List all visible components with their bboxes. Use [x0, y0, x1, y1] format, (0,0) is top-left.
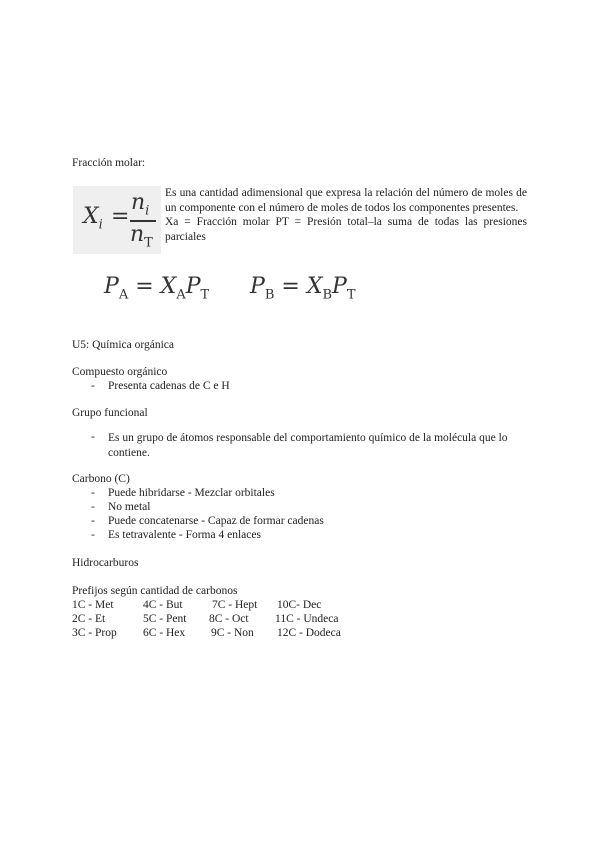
prefijo-cell: 1C - Met: [72, 599, 114, 611]
grupo-item: Es un grupo de átomos responsable del comportamiento químico de la molécula que lo contiene.: [108, 432, 508, 459]
eq-a-x: X: [160, 274, 177, 299]
bullet-dash: -: [91, 529, 95, 541]
eq-b-equals: =: [281, 274, 300, 299]
eq-b-x-sub: B: [322, 287, 333, 303]
formula-lhs: X: [83, 204, 99, 229]
formula-lhs-sub: i: [98, 217, 103, 233]
formula-equals: =: [111, 204, 130, 229]
fraccion-molar-heading: Fracción molar:: [72, 157, 146, 169]
prefijo-cell: 7C - Hept: [212, 599, 258, 611]
eq-a-p-sub: A: [118, 287, 129, 303]
bullet-dash: -: [91, 380, 95, 392]
prefijo-cell: 9C - Non: [211, 627, 254, 639]
eq-b-p: P: [250, 274, 265, 299]
eq-a-pt: P: [185, 274, 201, 299]
prefijo-cell: 3C - Prop: [72, 627, 117, 639]
fraccion-legend: Xa = Fracción molar PT = Presión total–la suma de todas las presiones parciales: [165, 216, 527, 243]
prefijo-cell: 4C - But: [143, 599, 183, 611]
prefijo-cell: 10C- Dec: [277, 599, 322, 611]
grupo-heading: Grupo funcional: [72, 407, 148, 419]
prefijo-cell: 8C - Oct: [209, 613, 249, 625]
formula-numerator: n: [131, 190, 146, 215]
mole-fraction-formula: [73, 186, 161, 254]
carbono-item-2: No metal: [108, 501, 151, 513]
fraccion-description-text: Es una cantidad adimensional que expresa la relación del número de moles de un componente con el número de moles de todos los componentes presentes.: [165, 187, 527, 214]
partial-pressure-eq-a: [104, 274, 209, 302]
unit-title: U5: Química orgánica: [72, 339, 174, 351]
formula-numerator-sub: i: [145, 203, 150, 219]
prefijo-cell: 5C - Pent: [143, 613, 187, 625]
prefijo-cell: 12C - Dodeca: [277, 627, 341, 639]
prefijos-heading: Prefijos según cantidad de carbonos: [72, 585, 238, 597]
compuesto-item: Presenta cadenas de C e H: [108, 380, 230, 392]
eq-b-pt: P: [332, 274, 347, 299]
eq-b-p-sub: B: [264, 287, 275, 303]
prefijo-cell: 6C - Hex: [143, 627, 186, 639]
formula-denominator: n: [130, 222, 145, 247]
carbono-item-3: Puede concatenarse - Capaz de formar cadenas: [108, 515, 324, 527]
eq-a-p: P: [104, 274, 119, 299]
eq-a-equals: =: [135, 274, 154, 299]
carbono-heading: Carbono (C): [72, 473, 130, 485]
partial-pressure-eq-b: [250, 274, 356, 302]
carbono-item-1: Puede hibridarse - Mezclar orbitales: [108, 487, 275, 499]
bullet-dash: -: [91, 431, 95, 443]
eq-a-pt-sub: T: [200, 287, 210, 303]
bullet-dash: -: [91, 515, 95, 527]
prefijo-cell: 2C - Et: [72, 613, 106, 625]
compuesto-heading: Compuesto orgánico: [72, 366, 168, 378]
eq-a-x-sub: A: [176, 287, 186, 303]
prefijo-cell: 11C - Undeca: [275, 613, 339, 625]
eq-b-x: X: [306, 274, 323, 299]
formula-denominator-sub: T: [144, 235, 153, 251]
bullet-dash: -: [91, 487, 95, 499]
fraccion-description: [165, 186, 527, 244]
hidrocarburos-heading: Hidrocarburos: [72, 557, 139, 569]
carbono-item-4: Es tetravalente - Forma 4 enlaces: [108, 529, 261, 541]
bullet-dash: -: [91, 501, 95, 513]
eq-b-pt-sub: T: [346, 287, 356, 303]
